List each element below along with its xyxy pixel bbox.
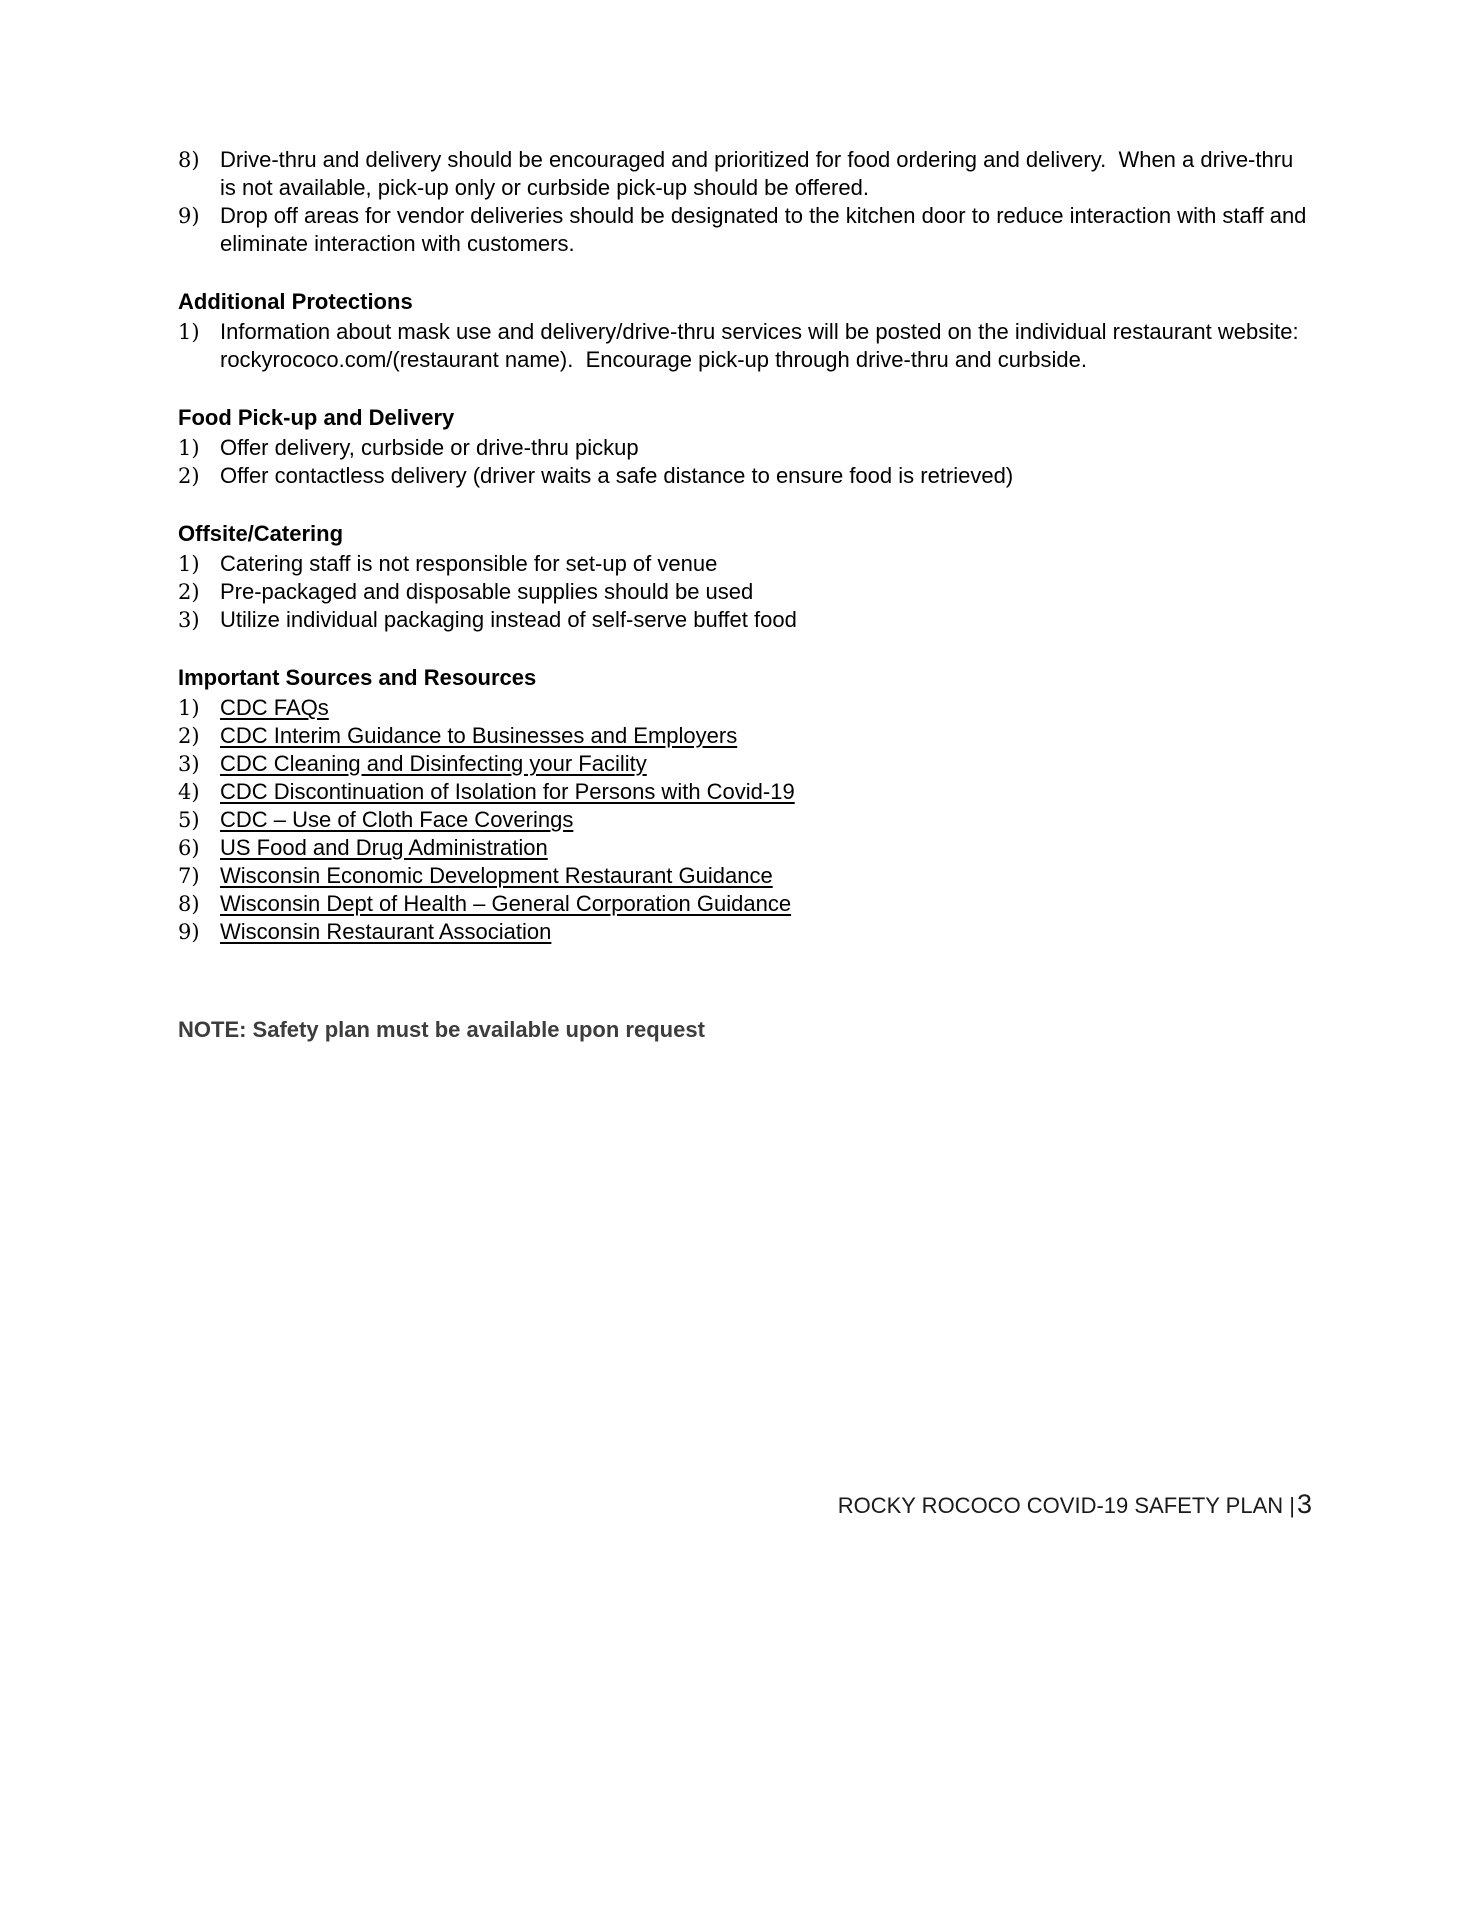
list-number: 1) bbox=[178, 320, 200, 344]
link-cdc-cleaning-disinfecting[interactable]: CDC Cleaning and Disinfecting your Facility bbox=[220, 751, 647, 776]
link-item bbox=[178, 918, 1310, 946]
link-item bbox=[178, 834, 1310, 862]
page-footer bbox=[838, 1489, 1312, 1520]
link-item-text bbox=[220, 834, 548, 862]
section-heading-food-pickup-delivery: Food Pick-up and Delivery bbox=[178, 405, 455, 430]
list-item bbox=[178, 146, 1310, 202]
list-item bbox=[178, 550, 1310, 578]
list-item-text: Pre-packaged and disposable supplies should be used bbox=[220, 579, 754, 604]
list-number: 6) bbox=[178, 836, 200, 860]
link-item bbox=[178, 722, 1310, 750]
list-number: 3) bbox=[178, 752, 200, 776]
link-item bbox=[178, 862, 1310, 890]
list-item bbox=[178, 578, 1310, 606]
list-number: 5) bbox=[178, 808, 200, 832]
list-number: 2) bbox=[178, 464, 200, 488]
link-item-text bbox=[220, 722, 737, 750]
section-heading-offsite-catering: Offsite/Catering bbox=[178, 521, 344, 546]
link-wi-economic-development[interactable]: Wisconsin Economic Development Restaurant Guidance bbox=[220, 863, 773, 888]
link-item-text bbox=[220, 890, 791, 918]
link-item-text bbox=[220, 862, 773, 890]
page-number: 3 bbox=[1296, 1489, 1312, 1519]
link-wi-dept-of-health[interactable]: Wisconsin Dept of Health – General Corporation Guidance bbox=[220, 891, 792, 916]
link-cdc-discontinuation-isolation[interactable]: CDC Discontinuation of Isolation for Persons with Covid-19 bbox=[220, 779, 795, 804]
link-wi-restaurant-association[interactable]: Wisconsin Restaurant Association bbox=[220, 919, 552, 944]
list-number: 2) bbox=[178, 724, 200, 748]
section-heading-important-sources: Important Sources and Resources bbox=[178, 665, 537, 690]
note-text: NOTE: Safety plan must be available upon request bbox=[178, 1017, 705, 1042]
link-item-text bbox=[220, 918, 551, 946]
list-number: 2) bbox=[178, 580, 200, 604]
list-item bbox=[178, 318, 1310, 374]
link-item bbox=[178, 778, 1310, 806]
link-item-text bbox=[220, 750, 647, 778]
link-item-text bbox=[220, 806, 573, 834]
link-cdc-interim-guidance[interactable]: CDC Interim Guidance to Businesses and Employers bbox=[220, 723, 738, 748]
list-item bbox=[178, 434, 1310, 462]
list-item bbox=[178, 462, 1310, 490]
list-number: 3) bbox=[178, 608, 200, 632]
list-number: 1) bbox=[178, 696, 200, 720]
link-cdc-faqs[interactable]: CDC FAQs bbox=[220, 695, 329, 720]
link-item-text bbox=[220, 694, 329, 722]
list-number: 8) bbox=[178, 892, 200, 916]
link-item bbox=[178, 806, 1310, 834]
list-number: 4) bbox=[178, 780, 200, 804]
list-item-text: Drive-thru and delivery should be encouraged and prioritized for food ordering and delivery. When a drive-thru is not available, pick-up only or curbside pick-up should be offered. bbox=[220, 147, 1300, 200]
list-number: 1) bbox=[178, 552, 200, 576]
link-item bbox=[178, 750, 1310, 778]
link-cdc-cloth-face-coverings[interactable]: CDC – Use of Cloth Face Coverings bbox=[220, 807, 574, 832]
list-number: 1) bbox=[178, 436, 200, 460]
list-item-text: Offer delivery, curbside or drive-thru pickup bbox=[220, 435, 639, 460]
list-item-text: Utilize individual packaging instead of self-serve buffet food bbox=[220, 607, 797, 632]
list-item-text: Information about mask use and delivery/drive-thru services will be posted on the individual restaurant website: rockyrococo.com/(restaurant name). Encourage pick-up through drive-thru and curbside. bbox=[220, 319, 1305, 372]
list-item-text: Catering staff is not responsible for set-up of venue bbox=[220, 551, 718, 576]
link-item bbox=[178, 694, 1310, 722]
document-content bbox=[178, 146, 1313, 1044]
link-item bbox=[178, 890, 1310, 918]
list-number: 7) bbox=[178, 864, 200, 888]
list-item bbox=[178, 606, 1310, 634]
list-number: 8) bbox=[178, 148, 200, 172]
section-heading-additional-protections: Additional Protections bbox=[178, 289, 413, 314]
list-item bbox=[178, 202, 1313, 258]
list-item-text: Drop off areas for vendor deliveries should be designated to the kitchen door to reduce interaction with staff and eliminate interaction with customers. bbox=[220, 203, 1313, 256]
list-number: 9) bbox=[178, 920, 200, 944]
list-item-text: Offer contactless delivery (driver waits a safe distance to ensure food is retrieved) bbox=[220, 463, 1014, 488]
link-us-fda[interactable]: US Food and Drug Administration bbox=[220, 835, 548, 860]
footer-title: ROCKY ROCOCO COVID-19 SAFETY PLAN | bbox=[837, 1493, 1295, 1518]
link-item-text bbox=[220, 778, 795, 806]
list-number: 9) bbox=[178, 204, 200, 228]
